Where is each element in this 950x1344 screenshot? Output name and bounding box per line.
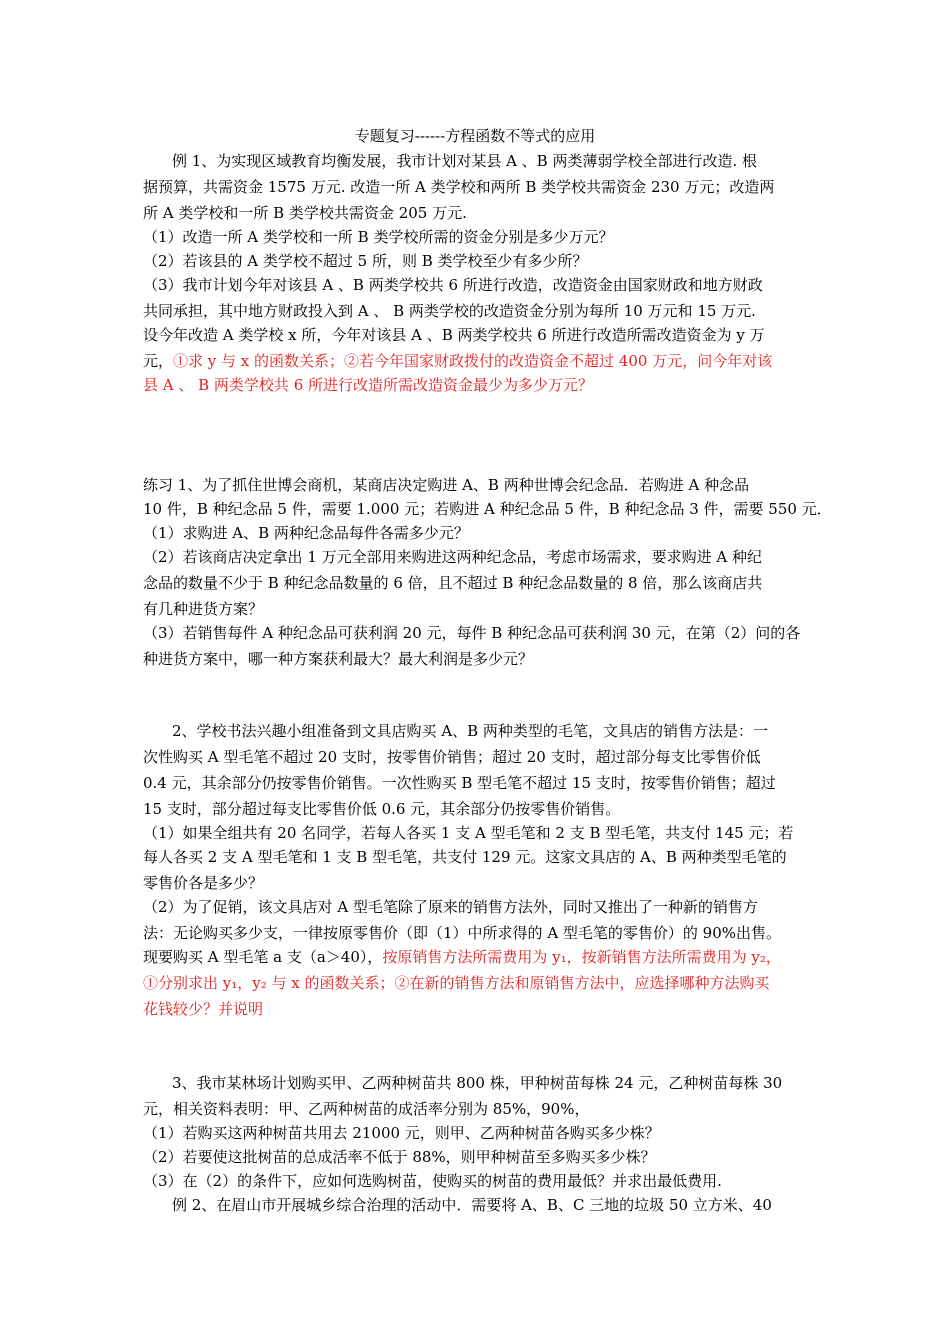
practice1-question-3-line-1: （3）若销售每件 A 种纪念品可获利润 20 元，每件 B 种纪念品可获利润 30 元，在第（2）问的各 xyxy=(143,624,801,642)
example1-question-1: （1）改造一所 A 类学校和一所 B 类学校所需的资金分别是多少万元？ xyxy=(143,228,614,246)
example1-highlight-text: ①求 y 与 x 的函数关系；②若今年国家财政拨付的改造资金不超过 400 万元，问今年对该 xyxy=(173,352,773,370)
practice1-line-2: 10 件，B 种纪念品 5 件，需要 1.000 元；若购进 A 种纪念品 5 件，B 种纪念品 3 件，需要 550 元． xyxy=(143,500,832,518)
practice2-text-prefix: 现要购买 A 型毛笔 a 支（a＞40）， xyxy=(143,948,383,966)
example1-question-3-line-1: （3）我市计划今年对该县 A 、B 两类学校共 6 所进行改造，改造资金由国家财政和地方财政 xyxy=(143,276,763,294)
example1-text-prefix: 元， xyxy=(143,352,174,370)
practice3-question-3: （3）在（2）的条件下，应如何选购树苗，使购买的树苗的费用最低？并求出最低费用. xyxy=(143,1172,722,1190)
example1-question-3-line-4 xyxy=(143,350,772,372)
practice3-question-1: （1）若购买这两种树苗共用去 21000 元，则甲、乙两种树苗各购买多少株？ xyxy=(143,1124,660,1142)
practice2-line-3: 0.4 元，其余部分仍按零售价销售。一次性购买 B 型毛笔不超过 15 支时，按零售价销售；超过 xyxy=(143,774,776,792)
practice2-line-1: 2、学校书法兴趣小组准备到文具店购买 A、B 两种类型的毛笔，文具店的销售方法是：一 xyxy=(172,722,768,740)
practice3-question-2: （2）若要使这批树苗的总成活率不低于 88%，则甲种树苗至多购买多少株？ xyxy=(143,1148,656,1166)
practice2-line-4: 15 支时，部分超过每支比零售价低 0.6 元，其余部分仍按零售价销售。 xyxy=(143,800,621,818)
practice2-question-2-line-3 xyxy=(143,946,781,968)
practice2-question-2-line-1: （2）为了促销，该文具店对 A 型毛笔除了原来的销售方法外，同时又推出了一种新的销售方 xyxy=(143,898,758,916)
example2-line-1: 例 2、在眉山市开展城乡综合治理的活动中．需要将 A、B、C 三地的垃圾 50 立方米、40 xyxy=(172,1196,772,1214)
example1-line-1: 例 1、为实现区域教育均衡发展，我市计划对某县 A 、B 两类薄弱学校全部进行改造. 根 xyxy=(172,152,758,170)
practice2-question-1-line-2: 每人各买 2 支 A 型毛笔和 1 支 B 型毛笔，共支付 129 元。这家文具店的 A、B 两种类型毛笔的 xyxy=(143,848,787,866)
example1-question-3-line-3: 设今年改造 A 类学校 x 所，今年对该县 A 、B 两类学校共 6 所进行改造所需改造资金为 y 万 xyxy=(143,326,765,344)
practice2-question-1-line-1: （1）如果全组共有 20 名同学，若每人各买 1 支 A 型毛笔和 2 支 B 型毛笔，共支付 145 元；若 xyxy=(143,824,794,842)
practice1-line-1: 练习 1、为了抓住世博会商机，某商店决定购进 A、B 两种世博会纪念品．若购进 A 种念品 xyxy=(143,476,750,494)
example1-line-2: 据预算，共需资金 1575 万元. 改造一所 A 类学校和两所 B 类学校共需资金 230 万元；改造两 xyxy=(143,178,775,196)
practice2-line-2: 次性购买 A 型毛笔不超过 20 支时，按零售价销售；超过 20 支时，超过部分每支比零售价低 xyxy=(143,748,761,766)
practice2-highlight-line-3: 花钱较少？并说明 xyxy=(143,1000,264,1018)
example1-question-3-line-2: 共同承担，其中地方财政投入到 A 、 B 两类学校的改造资金分别为每所 10 万元和 15 万元. xyxy=(143,302,756,320)
practice3-line-1: 3、我市某林场计划购买甲、乙两种树苗共 800 株，甲种树苗每株 24 元，乙种树苗每株 30 xyxy=(172,1074,783,1092)
page-title: 专题复习------方程函数不等式的应用 xyxy=(354,127,596,145)
practice2-highlight-text: 按原销售方法所需费用为 y₁，按新销售方法所需费用为 y₂， xyxy=(382,948,781,966)
practice2-question-1-line-3: 零售价各是多少？ xyxy=(143,874,264,892)
example1-question-2: （2）若该县的 A 类学校不超过 5 所，则 B 类学校至少有多少所？ xyxy=(143,252,588,270)
practice1-question-3-line-2: 种进货方案中，哪一种方案获利最大？最大利润是多少元？ xyxy=(143,650,534,668)
practice1-question-2-line-1: （2）若该商店决定拿出 1 万元全部用来购进这两种纪念品，考虑市场需求，要求购进 A 种纪 xyxy=(143,548,762,566)
practice1-question-2-line-3: 有几种进货方案？ xyxy=(143,600,264,618)
practice1-question-2-line-2: 念品的数量不少于 B 种纪念品数量的 6 倍，且不超过 B 种纪念品数量的 8 倍，那么该商店共 xyxy=(143,574,763,592)
practice3-line-2: 元，相关资料表明：甲、乙两种树苗的成活率分别为 85%，90%， xyxy=(143,1100,590,1118)
practice1-question-1: （1）求购进 A、B 两种纪念品每件各需多少元？ xyxy=(143,524,469,542)
practice2-highlight-line-2: ①分别求出 y₁，y₂ 与 x 的函数关系；②在新的销售方法和原销售方法中，应选择哪种方法购买 xyxy=(143,974,770,992)
practice2-question-2-line-2: 法：无论购买多少支，一律按原零售价（即（1）中所求得的 A 型毛笔的零售价）的 90%出售。 xyxy=(143,924,782,942)
example1-highlight-line-2: 县 A 、 B 两类学校共 6 所进行改造所需改造资金最少为多少万元？ xyxy=(143,376,594,394)
example1-line-3: 所 A 类学校和一所 B 类学校共需资金 205 万元. xyxy=(143,204,467,222)
